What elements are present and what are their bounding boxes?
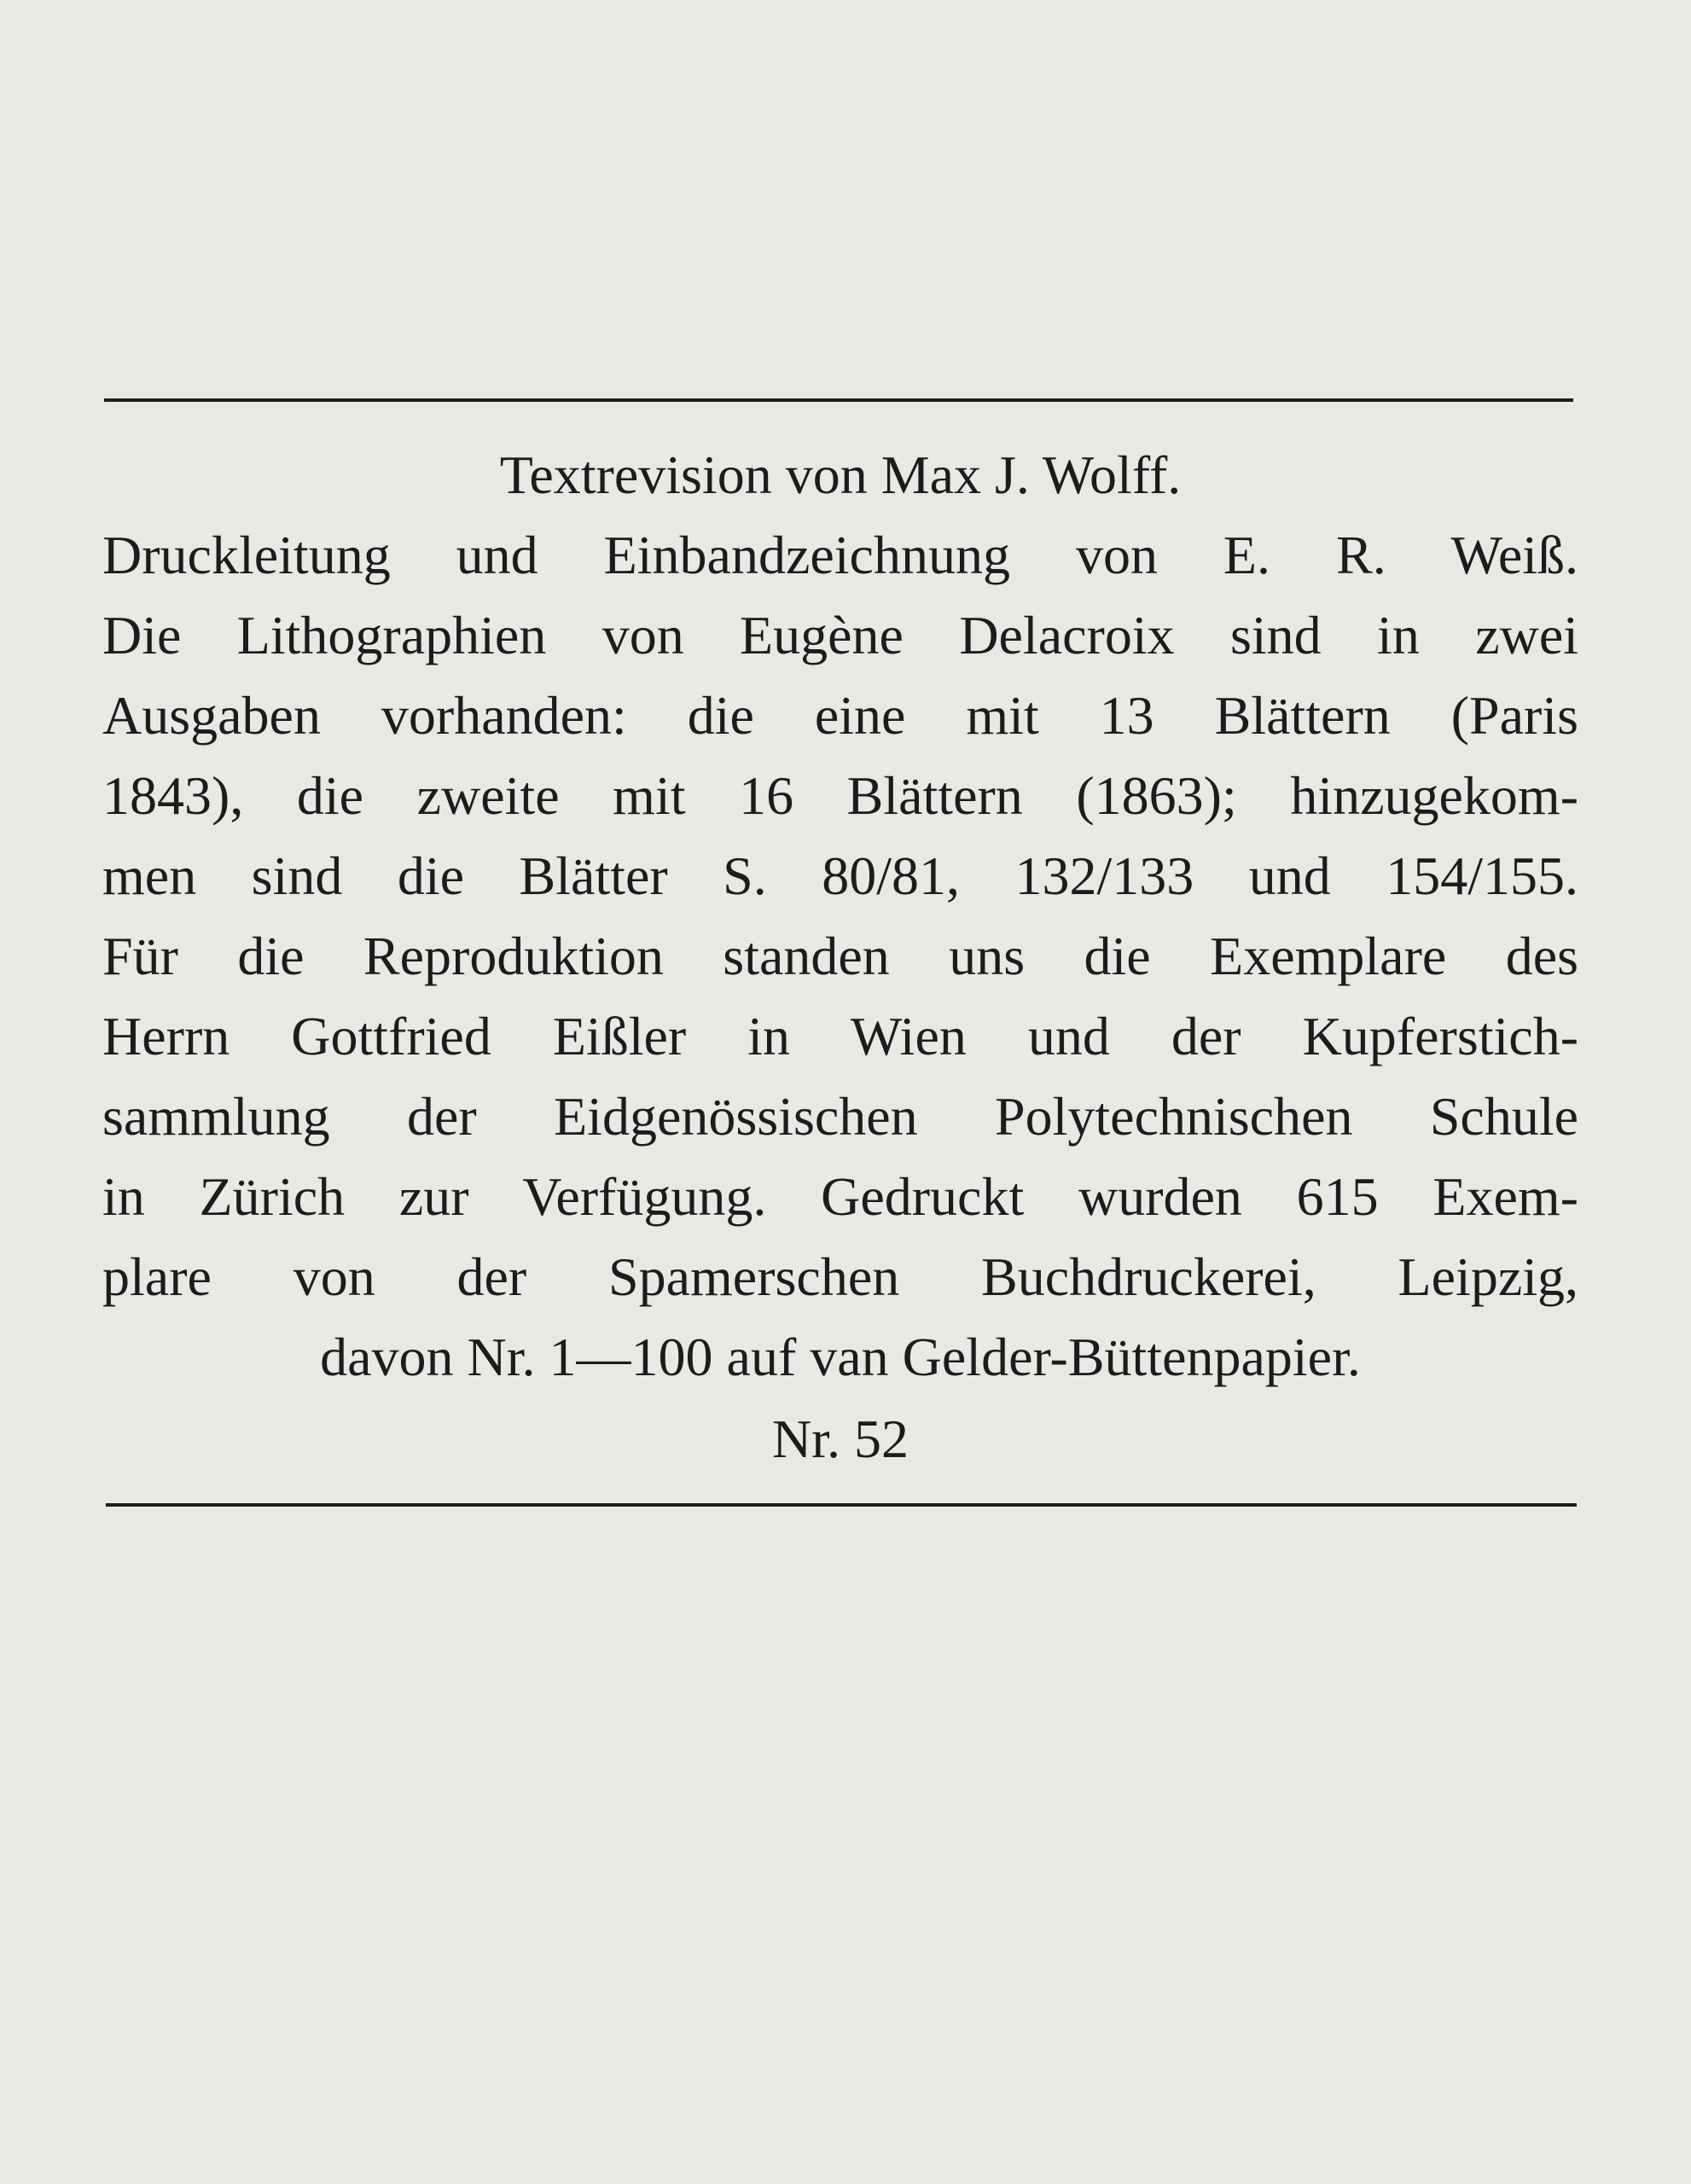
bottom-rule [106,1503,1577,1507]
colophon-line: sammlung der Eidgenössischen Polytechnischen Schule [102,1086,1578,1147]
colophon-line: Ausgaben vorhanden: die eine mit 13 Blättern (Paris [102,685,1578,746]
top-rule [104,398,1573,402]
colophon-last-line: davon Nr. 1—100 auf van Gelder-Büttenpapier. [320,1327,1361,1387]
colophon-line: plare von der Spamerschen Buchdruckerei, Leipzig, [102,1246,1578,1307]
colophon-line: men sind die Blätter S. 80/81, 132/133 und 154/155. [102,845,1578,906]
colophon-line: Herrn Gottfried Eißler in Wien und der Kupferstich- [102,1006,1578,1066]
colophon-line: in Zürich zur Verfügung. Gedruckt wurden 615 Exem- [102,1166,1578,1227]
colophon-line: 1843), die zweite mit 16 Blättern (1863); hinzugekom- [102,765,1578,826]
colophon-line: Die Lithographien von Eugène Delacroix sind in zwei [102,605,1578,665]
copy-number: Nr. 52 [772,1409,909,1469]
colophon-line: Druckleitung und Einbandzeichnung von E. R. Weiß. [102,525,1578,585]
colophon-line: Für die Reproduktion standen uns die Exemplare des [102,926,1578,986]
text-revision-line: Textrevision von Max J. Wolff. [499,444,1182,505]
colophon-text [102,435,1578,1397]
